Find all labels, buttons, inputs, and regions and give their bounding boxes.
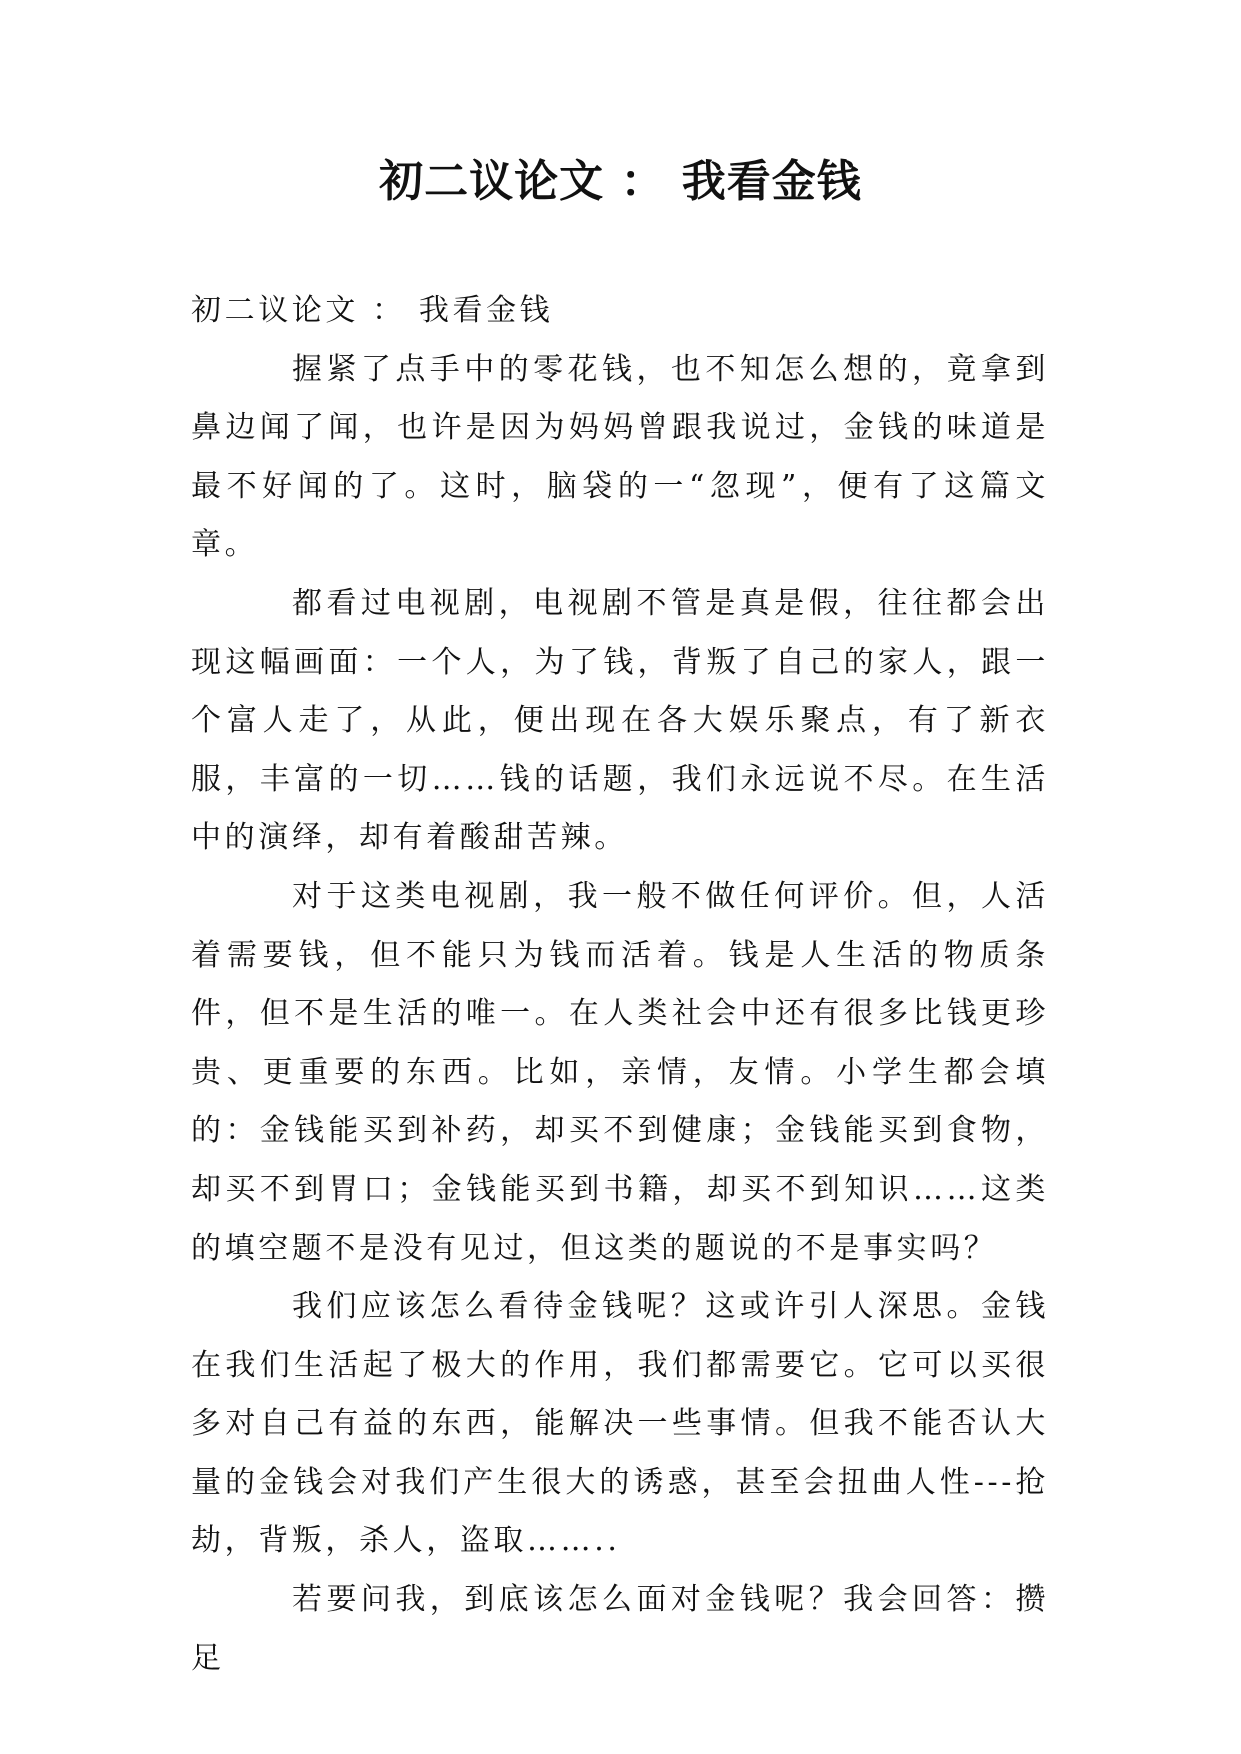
document-body (191, 282, 1049, 1688)
paragraph-4: 我们应该怎么看待金钱呢？这或许引人深思。金钱在我们生活起了极大的作用，我们都需要它。它可以买很多对自己有益的东西，能解决一些事情。但我不能否认大量的金钱会对我们产生很大的诱惑，甚至会扭曲人性---抢劫，背叛，杀人，盗取…….. (191, 1289, 1049, 1559)
document-subtitle: 初二议论文 ： 我看金钱 (191, 293, 554, 328)
paragraph-3: 对于这类电视剧，我一般不做任何评价。但，人活着需要钱，但不能只为钱而活着。钱是人生活的物质条件，但不是生活的唯一。在人类社会中还有很多比钱更珍贵、更重要的东西。比如，亲情，友情。小学生都会填的：金钱能买到补药，却买不到健康；金钱能买到食物，却买不到胃口；金钱能买到书籍，却买不到知识……这类的填空题不是没有见过，但这类的题说的不是事实吗？ (191, 878, 1049, 1266)
paragraph-1: 握紧了点手中的零花钱，也不知怎么想的，竟拿到鼻边闻了闻，也许是因为妈妈曾跟我说过，金钱的味道是最不好闻的了。这时，脑袋的一“忽现”，便有了这篇文章。 (191, 351, 1049, 563)
paragraph-5: 若要问我，到底该怎么面对金钱呢？我会回答：攒足 (191, 1582, 1049, 1676)
document-title: 初二议论文 ： 我看金钱 (379, 156, 862, 207)
paragraph-2: 都看过电视剧，电视剧不管是真是假，往往都会出现这幅画面：一个人，为了钱，背叛了自己的家人，跟一个富人走了，从此，便出现在各大娱乐聚点，有了新衣服，丰富的一切……钱的话题，我们永远说不尽。在生活中的演绎，却有着酸甜苦辣。 (191, 585, 1049, 856)
